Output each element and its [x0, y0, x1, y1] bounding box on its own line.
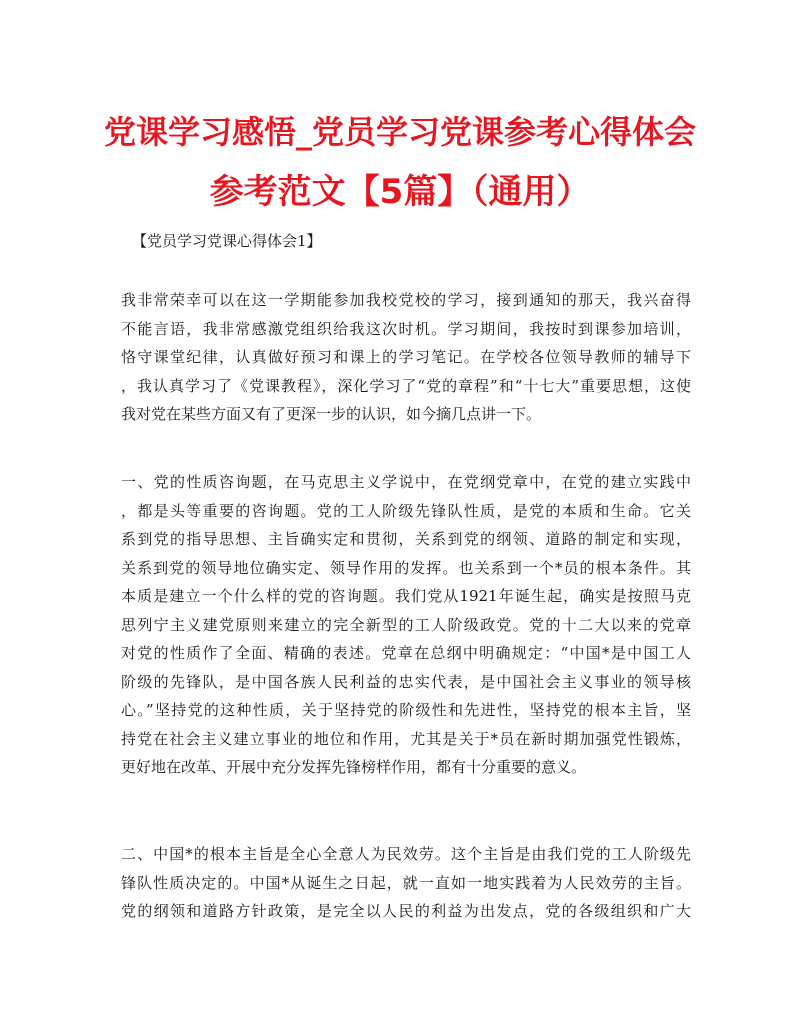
- document-title-line-2: 参考范文【5篇】（通用）: [209, 172, 591, 212]
- paragraph-line: 我非常荣幸可以在这一学期能参加我校党校的学习，接到通知的那天，我兴奋得: [121, 291, 691, 309]
- paragraph-line: 一、党的性质咨询题，在马克思主义学说中，在党纲党章中，在党的建立实践中: [121, 473, 691, 491]
- paragraph-line: 持党在社会主义建立事业的地位和作用，尤其是关于*员在新时期加强党性锻炼，: [121, 729, 691, 748]
- paragraph-line: ，我认真学习了《党课教程》，深化学习了“党的章程”和“十七大”重要思想，这使: [121, 376, 691, 395]
- paragraph-line: 锋队性质决定的。中国*从诞生之日起，就一直如一地实践着为人民效劳的主旨。: [121, 873, 691, 892]
- paragraph-line: ，都是头等重要的咨询题。党的工人阶级先锋队性质，是党的本质和生命。它关: [121, 501, 691, 520]
- section-heading: 【党员学习党课心得体会1】: [132, 232, 322, 250]
- paragraph-line: 系到党的指导思想、主旨确实定和贯彻，关系到党的纲领、道路的制定和实现，: [121, 530, 691, 548]
- paragraph-line: 阶级的先锋队，是中国各族人民利益的忠实代表，是中国社会主义事业的领导核: [121, 672, 691, 691]
- paragraph-1: [121, 286, 691, 429]
- document-title-line-1: 党课学习感悟_党员学习党课参考心得体会: [103, 113, 696, 151]
- paragraph-2: [121, 468, 691, 782]
- paragraph-line: 本质是建立一个什么样的党的咨询题。我们党从1921年诞生起，确实是按照马克: [121, 587, 691, 605]
- paragraph-line: 思列宁主义建党原则来建立的完全新型的工人阶级政党。党的十二大以来的党章: [121, 615, 691, 634]
- paragraph-line: 不能言语，我非常感激党组织给我这次时机。学习期间，我按时到课参加培训，: [121, 319, 691, 338]
- paragraph-line: 二、中国*的根本主旨是全心全意人为民效劳。这个主旨是由我们党的工人阶级先: [121, 845, 691, 863]
- paragraph-line: 党的纲领和道路方针政策，是完全以人民的利益为出发点，党的各级组织和广大: [121, 902, 691, 920]
- paragraph-line: 恪守课堂纪律，认真做好预习和课上的学习笔记。在学校各位领导教师的辅导下: [121, 348, 691, 366]
- paragraph-3: [121, 840, 691, 926]
- paragraph-line: 心。”坚持党的这种性质，关于坚持党的阶级性和先进性，坚持党的根本主旨，坚: [121, 701, 691, 719]
- paragraph-line: 更好地在改革、开展中充分发挥先锋榜样作用，都有十分重要的意义。: [121, 758, 587, 776]
- paragraph-line: 关系到党的领导地位确实定、领导作用的发挥。也关系到一个*员的根本条件。其: [121, 558, 691, 577]
- paragraph-line: 我对党在某些方面又有了更深一步的认识，如今摘几点讲一下。: [121, 405, 542, 423]
- paragraph-line: 对党的性质作了全面、精确的表述。党章在总纲中明确规定：“中国*是中国工人: [121, 644, 691, 662]
